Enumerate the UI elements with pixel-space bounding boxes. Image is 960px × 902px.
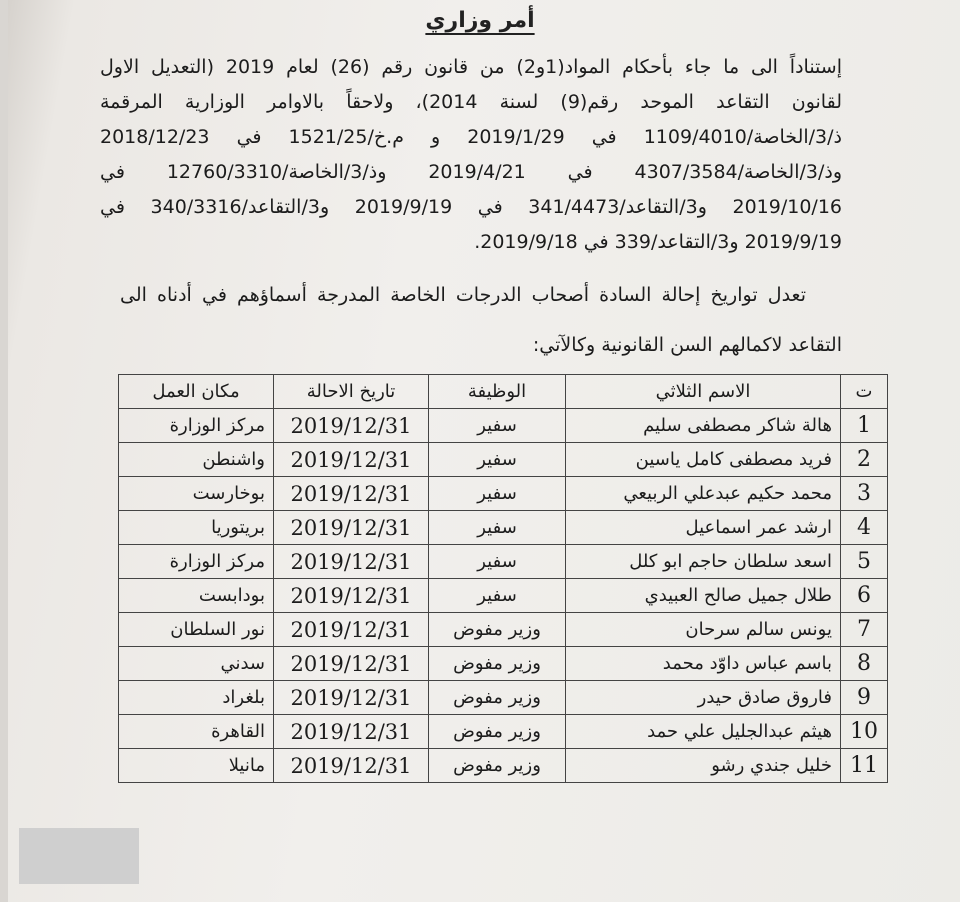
row-number-cell: 4: [841, 511, 888, 545]
job-cell: وزير مفوض: [429, 749, 566, 783]
place-cell: مانيلا: [119, 749, 274, 783]
paragraph-line: وذ/3/الخاصة/4307/3584 في 2019/4/21 وذ/3/الخاصة/12760/3310 في: [100, 161, 843, 183]
paragraph-line: التقاعد لاكمالهم السن القانونية وكالآتي:: [532, 334, 842, 356]
paragraph-line: لقانون التقاعد الموحد رقم(9) لسنة 2014)، ولاحقاً بالاوامر الوزارية المرقمة: [100, 91, 842, 113]
paragraph-line: 2019/10/16 و3/التقاعد/341/4473 في 2019/9/19 و3/التقاعد/340/3316 في: [100, 196, 842, 218]
redacted-area: [19, 828, 139, 884]
paragraph-line: إستناداً الى ما جاء بأحكام المواد(1و2) من قانون رقم (26) لعام 2019 (التعديل الاول: [100, 56, 842, 78]
job-cell: سفير: [429, 443, 566, 477]
table-row: [119, 545, 888, 579]
name-cell: فاروق صادق حيدر: [566, 681, 841, 715]
place-cell: بودابست: [119, 579, 274, 613]
place-cell: سدني: [119, 647, 274, 681]
row-number-cell: 1: [841, 409, 888, 443]
table-row: [119, 647, 888, 681]
row-number-cell: 11: [841, 749, 888, 783]
date-cell: 2019/12/31: [274, 579, 429, 613]
place-cell: مركز الوزارة: [119, 409, 274, 443]
retirement-table: [118, 374, 888, 783]
header-place: مكان العمل: [119, 375, 274, 409]
place-cell: بلغراد: [119, 681, 274, 715]
date-cell: 2019/12/31: [274, 511, 429, 545]
header-job: الوظيفة: [429, 375, 566, 409]
table-row: [119, 715, 888, 749]
table-row: [119, 443, 888, 477]
row-number-cell: 3: [841, 477, 888, 511]
job-cell: سفير: [429, 579, 566, 613]
paragraph-line: ذ/3/الخاصة/1109/4010 في 2019/1/29 و م.خ/1521/25 في 2018/12/23: [100, 126, 843, 148]
date-cell: 2019/12/31: [274, 477, 429, 511]
date-cell: 2019/12/31: [274, 613, 429, 647]
job-cell: سفير: [429, 409, 566, 443]
job-cell: سفير: [429, 477, 566, 511]
row-number-cell: 7: [841, 613, 888, 647]
date-cell: 2019/12/31: [274, 443, 429, 477]
place-cell: مركز الوزارة: [119, 545, 274, 579]
name-cell: محمد حكيم عبدعلي الربيعي: [566, 477, 841, 511]
paragraph-instruction: [120, 270, 842, 370]
place-cell: واشنطن: [119, 443, 274, 477]
row-number-cell: 6: [841, 579, 888, 613]
header-date: تاريخ الاحالة: [274, 375, 429, 409]
date-cell: 2019/12/31: [274, 749, 429, 783]
table-row: [119, 613, 888, 647]
table-row: [119, 749, 888, 783]
name-cell: فريد مصطفى كامل ياسين: [566, 443, 841, 477]
paragraph-reference: [100, 50, 842, 260]
table-row: [119, 409, 888, 443]
place-cell: نور السلطان: [119, 613, 274, 647]
job-cell: وزير مفوض: [429, 681, 566, 715]
row-number-cell: 8: [841, 647, 888, 681]
name-cell: باسم عباس داوّد محمد: [566, 647, 841, 681]
date-cell: 2019/12/31: [274, 681, 429, 715]
header-number: ت: [841, 375, 888, 409]
name-cell: هيثم عبدالجليل علي حمد: [566, 715, 841, 749]
date-cell: 2019/12/31: [274, 647, 429, 681]
name-cell: طلال جميل صالح العبيدي: [566, 579, 841, 613]
job-cell: وزير مفوض: [429, 647, 566, 681]
header-name: الاسم الثلاثي: [566, 375, 841, 409]
row-number-cell: 2: [841, 443, 888, 477]
row-number-cell: 5: [841, 545, 888, 579]
place-cell: بوخارست: [119, 477, 274, 511]
name-cell: اسعد سلطان حاجم ابو كلل: [566, 545, 841, 579]
name-cell: يونس سالم سرحان: [566, 613, 841, 647]
row-number-cell: 10: [841, 715, 888, 749]
name-cell: ارشد عمر اسماعيل: [566, 511, 841, 545]
paragraph-line: 2019/9/19 و3/التقاعد/339 في 2019/9/18.: [474, 231, 842, 253]
name-cell: هالة شاكر مصطفى سليم: [566, 409, 841, 443]
table-header-row: [119, 375, 888, 409]
job-cell: وزير مفوض: [429, 715, 566, 749]
date-cell: 2019/12/31: [274, 715, 429, 749]
date-cell: 2019/12/31: [274, 409, 429, 443]
job-cell: وزير مفوض: [429, 613, 566, 647]
paragraph-line: تعدل تواريخ إحالة السادة أصحاب الدرجات الخاصة المدرجة أسماؤهم في أدناه الى: [120, 284, 806, 306]
place-cell: القاهرة: [119, 715, 274, 749]
document-title: أمر وزاري: [425, 8, 535, 33]
table-row: [119, 681, 888, 715]
job-cell: سفير: [429, 511, 566, 545]
table-row: [119, 511, 888, 545]
table-row: [119, 579, 888, 613]
name-cell: خليل جندي رشو: [566, 749, 841, 783]
place-cell: بريتوريا: [119, 511, 274, 545]
date-cell: 2019/12/31: [274, 545, 429, 579]
table-row: [119, 477, 888, 511]
job-cell: سفير: [429, 545, 566, 579]
row-number-cell: 9: [841, 681, 888, 715]
